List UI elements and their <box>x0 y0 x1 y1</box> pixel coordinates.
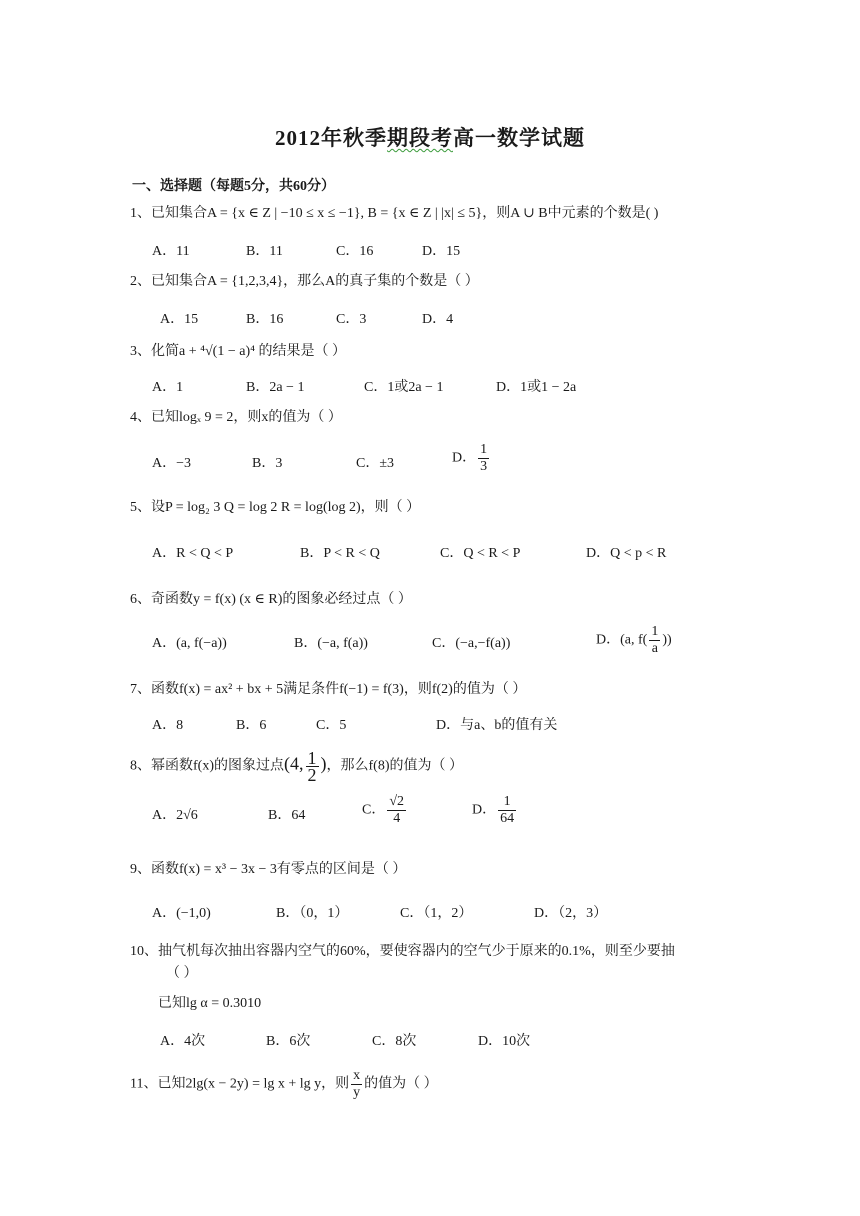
title-squiggle-text: 期段考 <box>387 126 453 150</box>
option-b: B．11 <box>246 244 283 259</box>
option-a: A．2√6 <box>152 808 198 823</box>
option-c: C．5 <box>316 718 347 733</box>
question-2: 2、已知集合A = {1,2,3,4}，那么A的真子集的个数是（ ） <box>130 274 479 289</box>
option-b: B．(−a, f(a)) <box>294 636 368 651</box>
option-d: D．10次 <box>478 1034 531 1049</box>
point-left: (4, <box>284 753 304 774</box>
fraction-numerator: 1 <box>307 748 317 768</box>
option-c: C．8次 <box>372 1034 417 1049</box>
option-d: D．Q < p < R <box>586 546 667 561</box>
option-b: B．P < R < Q <box>300 546 380 561</box>
option-c: C．3 <box>336 312 367 327</box>
option-a: A．R < Q < P <box>152 546 234 561</box>
fraction-numerator: √2 <box>389 794 405 809</box>
option-b: B．16 <box>246 312 284 327</box>
option-b: B．3 <box>252 456 283 471</box>
fraction-denominator: 2 <box>307 765 317 785</box>
option-d: D．（2，3） <box>534 906 608 921</box>
option-d <box>596 624 672 657</box>
option-d-tail: )) <box>662 632 672 648</box>
question-3: 3、化简a + ⁴√(1 − a)⁴ 的结果是（ ） <box>130 344 346 359</box>
question-1: 1、已知集合A = {x ∈ Z | −10 ≤ x ≤ −1}, B = {x ∈ Z | |x| ≤ 5}，则A ∪ B中元素的个数是( ) <box>130 206 659 221</box>
option-d-label: D． <box>472 802 497 818</box>
option-d-fraction <box>478 442 489 475</box>
fraction-numerator: 1 <box>480 442 488 457</box>
option-c <box>362 794 408 827</box>
option-a: A．11 <box>152 244 190 259</box>
question-7: 7、函数f(x) = ax² + bx + 5满足条件f(−1) = f(3)，则f(2)的值为（ ） <box>130 682 527 697</box>
option-c: C．(−a,−f(a)) <box>432 636 511 651</box>
option-d <box>452 442 491 475</box>
section-header: 一、选择题（每题5分，共60分） <box>132 179 335 194</box>
option-d-fraction <box>498 794 516 827</box>
question-9: 9、函数f(x) = x³ − 3x − 3有零点的区间是（ ） <box>130 862 407 877</box>
option-c: C．（1，2） <box>400 906 473 921</box>
option-c: C．Q < R < P <box>440 546 521 561</box>
option-a: A．(a, f(−a)) <box>152 636 227 651</box>
option-a: A．15 <box>160 312 199 327</box>
question-8 <box>130 750 463 783</box>
question-6: 6、奇函数y = f(x) (x ∈ R)的图象必经过点（ ） <box>130 592 412 607</box>
option-b: B．2a − 1 <box>246 380 305 395</box>
question-11-stem-b: 的值为（ ） <box>364 1076 438 1092</box>
question-8-stem-b: ，那么f(8)的值为（ ） <box>326 758 463 774</box>
option-a: A．(−1,0) <box>152 906 211 921</box>
option-b: B．64 <box>268 808 306 823</box>
title-suffix: 高一数学试题 <box>453 126 585 150</box>
fraction-denominator: a <box>649 640 660 657</box>
fraction-numerator: 1 <box>651 624 659 639</box>
option-c-label: C． <box>362 802 386 818</box>
option-a: A．4次 <box>160 1034 206 1049</box>
point-fraction <box>306 750 319 783</box>
option-d: D．15 <box>422 244 461 259</box>
question-4: 4、已知logₓ 9 = 2，则x的值为（ ） <box>130 410 342 425</box>
option-d: D．与a、b的值有关 <box>436 718 558 733</box>
option-d: D．1或1 − 2a <box>496 380 577 395</box>
option-b: B．6 <box>236 718 267 733</box>
question-10-given: 已知lg α = 0.3010 <box>158 996 262 1011</box>
option-d-fraction <box>649 624 660 657</box>
question-8-stem-a: 8、幂函数f(x)的图象过点 <box>130 758 284 774</box>
title-prefix: 2012年秋季 <box>275 126 387 150</box>
option-a: A．−3 <box>152 456 192 471</box>
option-a: A．1 <box>152 380 184 395</box>
fraction-denominator: y <box>353 1085 361 1100</box>
question-11 <box>130 1068 438 1101</box>
option-d-label: D． <box>452 450 477 466</box>
point-right: ) <box>320 753 327 774</box>
question-10-cont: （ ） <box>166 966 198 981</box>
option-c: C．16 <box>336 244 374 259</box>
question-11-stem-a: 11、已知2lg(x − 2y) = lg x + lg y，则 <box>130 1076 350 1092</box>
question-10: 10、抽气机每次抽出容器内空气的60%，要使容器内的空气少于原来的0.1%，则至少要抽 <box>130 944 675 959</box>
option-d: D．4 <box>422 312 454 327</box>
fraction-numerator: 1 <box>503 794 511 809</box>
option-c-fraction <box>387 794 406 827</box>
fraction-denominator: 64 <box>500 811 515 826</box>
option-d-label: D．(a, f( <box>596 632 648 648</box>
page-title <box>0 124 860 152</box>
option-b: B．（0，1） <box>276 906 349 921</box>
fraction-numerator: x <box>353 1068 361 1083</box>
option-a: A．8 <box>152 718 184 733</box>
question-5: 5、设P = log₂ 3 Q = log 2 R = log(log 2)，则（ ） <box>130 500 421 515</box>
option-b: B．6次 <box>266 1034 311 1049</box>
option-c: C．±3 <box>356 456 395 471</box>
fraction-denominator: 3 <box>480 459 488 474</box>
option-d <box>472 794 518 827</box>
option-c: C．1或2a − 1 <box>364 380 444 395</box>
fraction-denominator: 4 <box>387 810 406 827</box>
question-11-fraction <box>351 1068 362 1101</box>
